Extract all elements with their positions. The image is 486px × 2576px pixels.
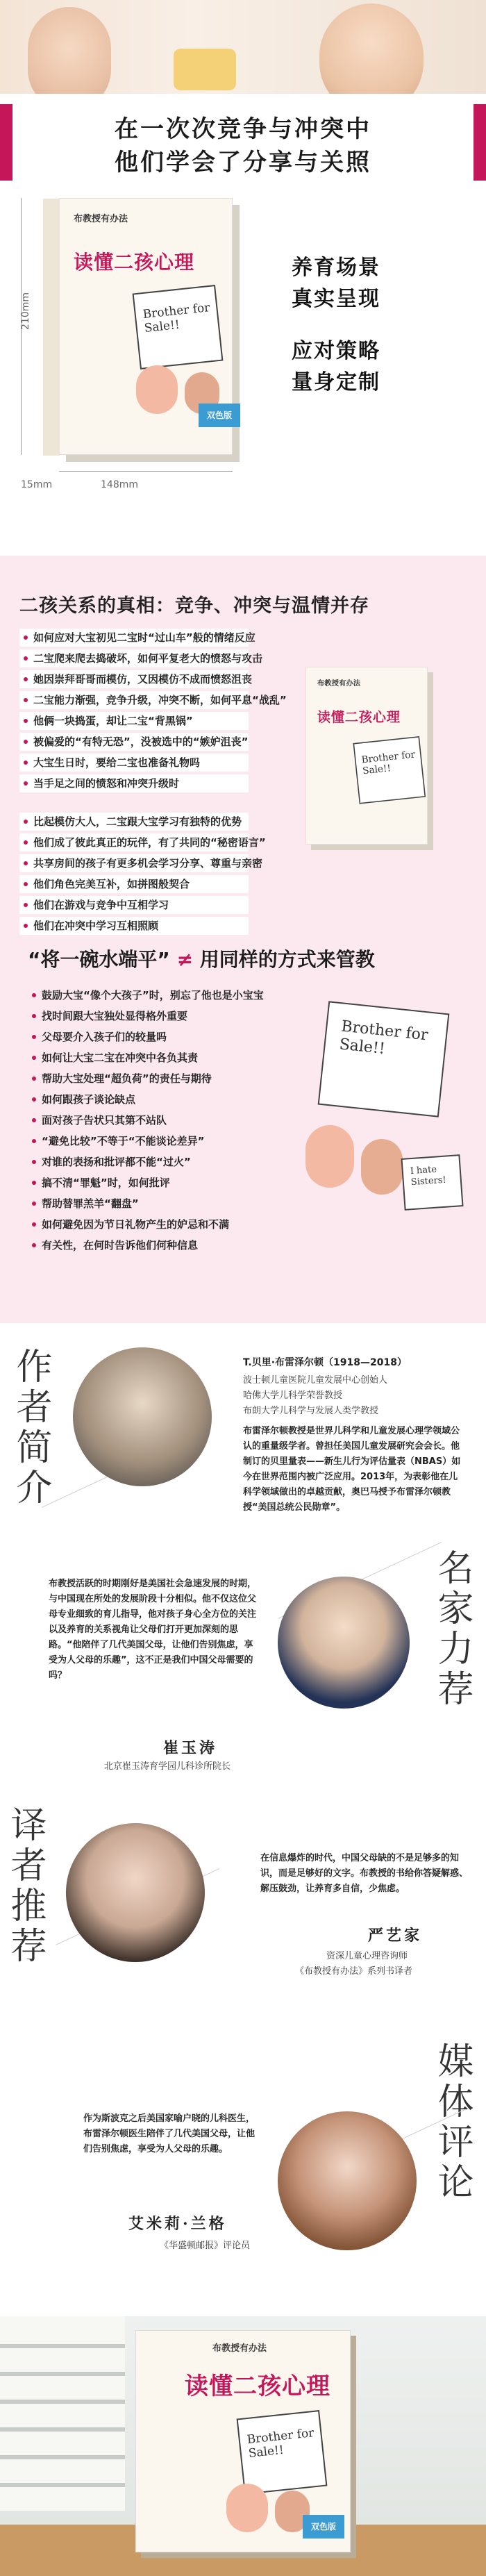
list-item: 被偏爱的“有特无恐”，没被选中的“嫉妒沮丧” [19, 733, 249, 751]
cartoon-girl [226, 2484, 268, 2532]
section1-title: 二孩关系的真相：竞争、冲突与温情并存 [19, 595, 369, 617]
list-item: 对谁的表扬和批评都不能“过火” [28, 1153, 257, 1171]
footer-scene [0, 2316, 486, 2576]
book-cover-small [305, 667, 428, 845]
list-item: 她因崇拜哥哥而模仿，又因模仿不成而愤怒沮丧 [19, 670, 249, 688]
translator-photo [66, 1823, 205, 1962]
list-item: 二宝爬来爬去捣破坏，如何平复老大的愤怒与攻击 [19, 649, 249, 667]
author-name: T.贝里·布雷泽尔顿（1918—2018） [243, 1357, 407, 1368]
illustration-sign-text: Brother for Sale!! [338, 1017, 429, 1058]
translator-quote: 在信息爆炸的时代，中国父母缺的不是足够多的知识，而是足够好的文字。布教授的书给你答疑解惑、解压鼓劲，让养育多自信，少焦虑。 [260, 1853, 469, 1894]
media-reviewer-photo [278, 2111, 417, 2250]
tag-line-1: 养育场景 [292, 256, 380, 280]
book-title: 读懂二孩心理 [317, 709, 401, 725]
list-item: 大宝生日时，要给二宝也准备礼物吗 [19, 754, 249, 772]
section1-group1 [19, 629, 287, 795]
list-item: 他们成了彼此真正的玩伴，有了共同的“秘密语言” [19, 833, 249, 851]
endorse-name: 崔玉涛 [163, 1739, 218, 1757]
list-item: 帮助替罪羔羊“翻盘” [28, 1195, 257, 1213]
list-item: 他俩一块捣蛋，却让二宝“背黑锅” [19, 712, 249, 730]
endorse-title: 北京崔玉涛育学园儿科诊所院长 [104, 1761, 231, 1772]
cover-sign-text: Brother for Sale!! [246, 2426, 315, 2461]
cartoon-girl [305, 1125, 354, 1188]
edition-badge: 双色版 [199, 404, 240, 427]
book-title: 读懂二孩心理 [185, 2373, 330, 2400]
book-title: 读懂二孩心理 [74, 251, 195, 274]
hero-photo [0, 0, 486, 94]
child-photo [319, 3, 424, 94]
cover-sign [237, 2410, 328, 2495]
dimension-width: 148mm [101, 479, 138, 490]
toy-photo [174, 49, 236, 90]
translator-title-1: 资深儿童心理咨询师 [326, 1951, 408, 1961]
author-sub-3: 布朗大学儿科学与发展人类学教授 [243, 1406, 379, 1416]
list-item: 有关性，在何时告诉他们何种信息 [28, 1236, 257, 1254]
small-sign-text: I hate Sisters! [410, 1164, 447, 1188]
list-item: 他们在游戏与竞争中互相学习 [19, 896, 249, 914]
hero-banner [0, 104, 486, 181]
list-item: 找时间跟大宝独处显得格外重要 [28, 1007, 257, 1025]
edition-badge: 双色版 [303, 2515, 344, 2538]
small-sign [401, 1154, 463, 1211]
cartoon-boy [361, 1139, 403, 1195]
section2-title-right: 用同样的方式来管教 [199, 948, 375, 971]
list-item: 如何让大宝二宝在冲突中各负其责 [28, 1049, 257, 1067]
endorser-photo [278, 1577, 410, 1709]
dimension-spine: 15mm [21, 479, 53, 490]
footer-book-cover [135, 2330, 351, 2552]
window-blinds [0, 2316, 125, 2511]
list-item: 搞不清“罪魁”时，如何批评 [28, 1174, 257, 1192]
banner-line-2: 他们学会了分享与关照 [115, 149, 371, 176]
section2-title-left: “将一碗水端平” [28, 948, 170, 971]
cover-sign [133, 285, 224, 369]
tag-line-3: 应对策略 [292, 339, 380, 363]
book-spine [43, 199, 60, 456]
tag-line-2: 真实呈现 [292, 287, 380, 311]
book-series: 布教授有办法 [317, 679, 361, 688]
list-item: 面对孩子告状只其第不站队 [28, 1111, 257, 1129]
media-quote: 作为斯波克之后美国家喻户晓的儿科医生，布雷泽尔顿医生陪伴了几代美国父母，让他们告别焦虑，享受为人父母的乐趣。 [83, 2113, 255, 2154]
list-item: “避免比较”不等于“不能谈论差异” [28, 1132, 257, 1150]
section2-title [28, 945, 375, 972]
list-item: 如何应对大宝初见二宝时“过山车”般的情绪反应 [19, 629, 249, 647]
tag-line-4: 量身定制 [292, 370, 380, 394]
list-item: 二宝能力渐强，竞争升级，冲突不断，如何平息“战乱” [19, 691, 249, 709]
media-name: 艾米莉·兰格 [128, 2215, 227, 2233]
list-item: 他们在冲突中学习互相照顾 [19, 917, 249, 935]
list-item: 鼓励大宝“像个大孩子”时，别忘了他也是小宝宝 [28, 986, 257, 1004]
translator-title-2: 《布教授有办法》系列书译者 [295, 1966, 413, 1977]
translator-name: 严艺家 [368, 1927, 423, 1945]
list-item: 如何跟孩子谈论缺点 [28, 1090, 257, 1108]
not-equal-icon: ≠ [176, 948, 194, 971]
illustration-sign [318, 1001, 450, 1117]
book-series: 布教授有办法 [212, 2343, 267, 2354]
banner-line-1: 在一次次竞争与冲突中 [115, 115, 371, 143]
cover-sign-text: Brother for Sale!! [142, 301, 211, 336]
media-heading: 媒体评论 [431, 2042, 473, 2203]
list-item: 帮助大宝处理“超负荷”的责任与期待 [28, 1070, 257, 1088]
list-item: 当手足之间的愤怒和冲突升级时 [19, 774, 249, 792]
list-item: 父母要介入孩子们的较量吗 [28, 1028, 257, 1046]
cover-sign-text: Brother for Sale!! [360, 749, 416, 777]
translator-heading: 译者推荐 [4, 1806, 46, 1967]
section2-list [28, 986, 264, 1257]
list-item: 如何避免因为节日礼物产生的妒忌和不满 [28, 1215, 257, 1233]
dimension-height: 210mm [20, 292, 31, 330]
list-item: 比起模仿大人，二宝跟大宝学习有独特的优势 [19, 813, 249, 831]
author-heading: 作者简介 [10, 1347, 51, 1509]
dimension-line-horizontal [59, 471, 233, 472]
author-photo [73, 1347, 212, 1486]
cover-sign [353, 736, 426, 804]
book-cover [59, 198, 233, 455]
book-series: 布教授有办法 [74, 214, 128, 224]
author-sub-2: 哈佛大学儿科学荣誉教授 [243, 1390, 343, 1401]
author-bio: 布雷泽尔顿教授是世界儿科学和儿童发展心理学领域公认的重量级学者。曾担任美国儿童发展研究会会长。他制订的贝里量表——新生儿行为评估量表（NBAS）如今在世界范围内被广泛应用。2013年，为表彰他在儿科学领域做出的卓越贡献，奥巴马授予布雷泽尔顿教授“美国总统公民勋章”。 [243, 1426, 461, 1513]
endorse-heading: 名家力荐 [431, 1549, 473, 1710]
baby-photo [28, 7, 111, 94]
section1-group2 [19, 813, 266, 938]
author-sub-1: 波士顿儿童医院儿童发展中心创始人 [243, 1375, 388, 1386]
endorse-quote: 布教授活跃的时期刚好是美国社会急速发展的时期，与中国现在所处的发展阶段十分相似。他不仅这位父母专业细致的育儿指导，他对孩子身心全方位的关注以及养育的关系视角让父母们打开更加深刻的思路。“他陪伴了几代美国父母，让他们告别焦虑，享受为人父母的乐趣”，这不正是我们中国父母需要的吗？ [49, 1579, 257, 1681]
list-item: 共享房间的孩子有更多机会学习分享、尊重与亲密 [19, 854, 249, 872]
list-item: 他们角色完美互补，如拼图般契合 [19, 875, 249, 893]
media-title: 《华盛顿邮报》评论员 [160, 2241, 251, 2251]
cartoon-girl [136, 365, 178, 414]
